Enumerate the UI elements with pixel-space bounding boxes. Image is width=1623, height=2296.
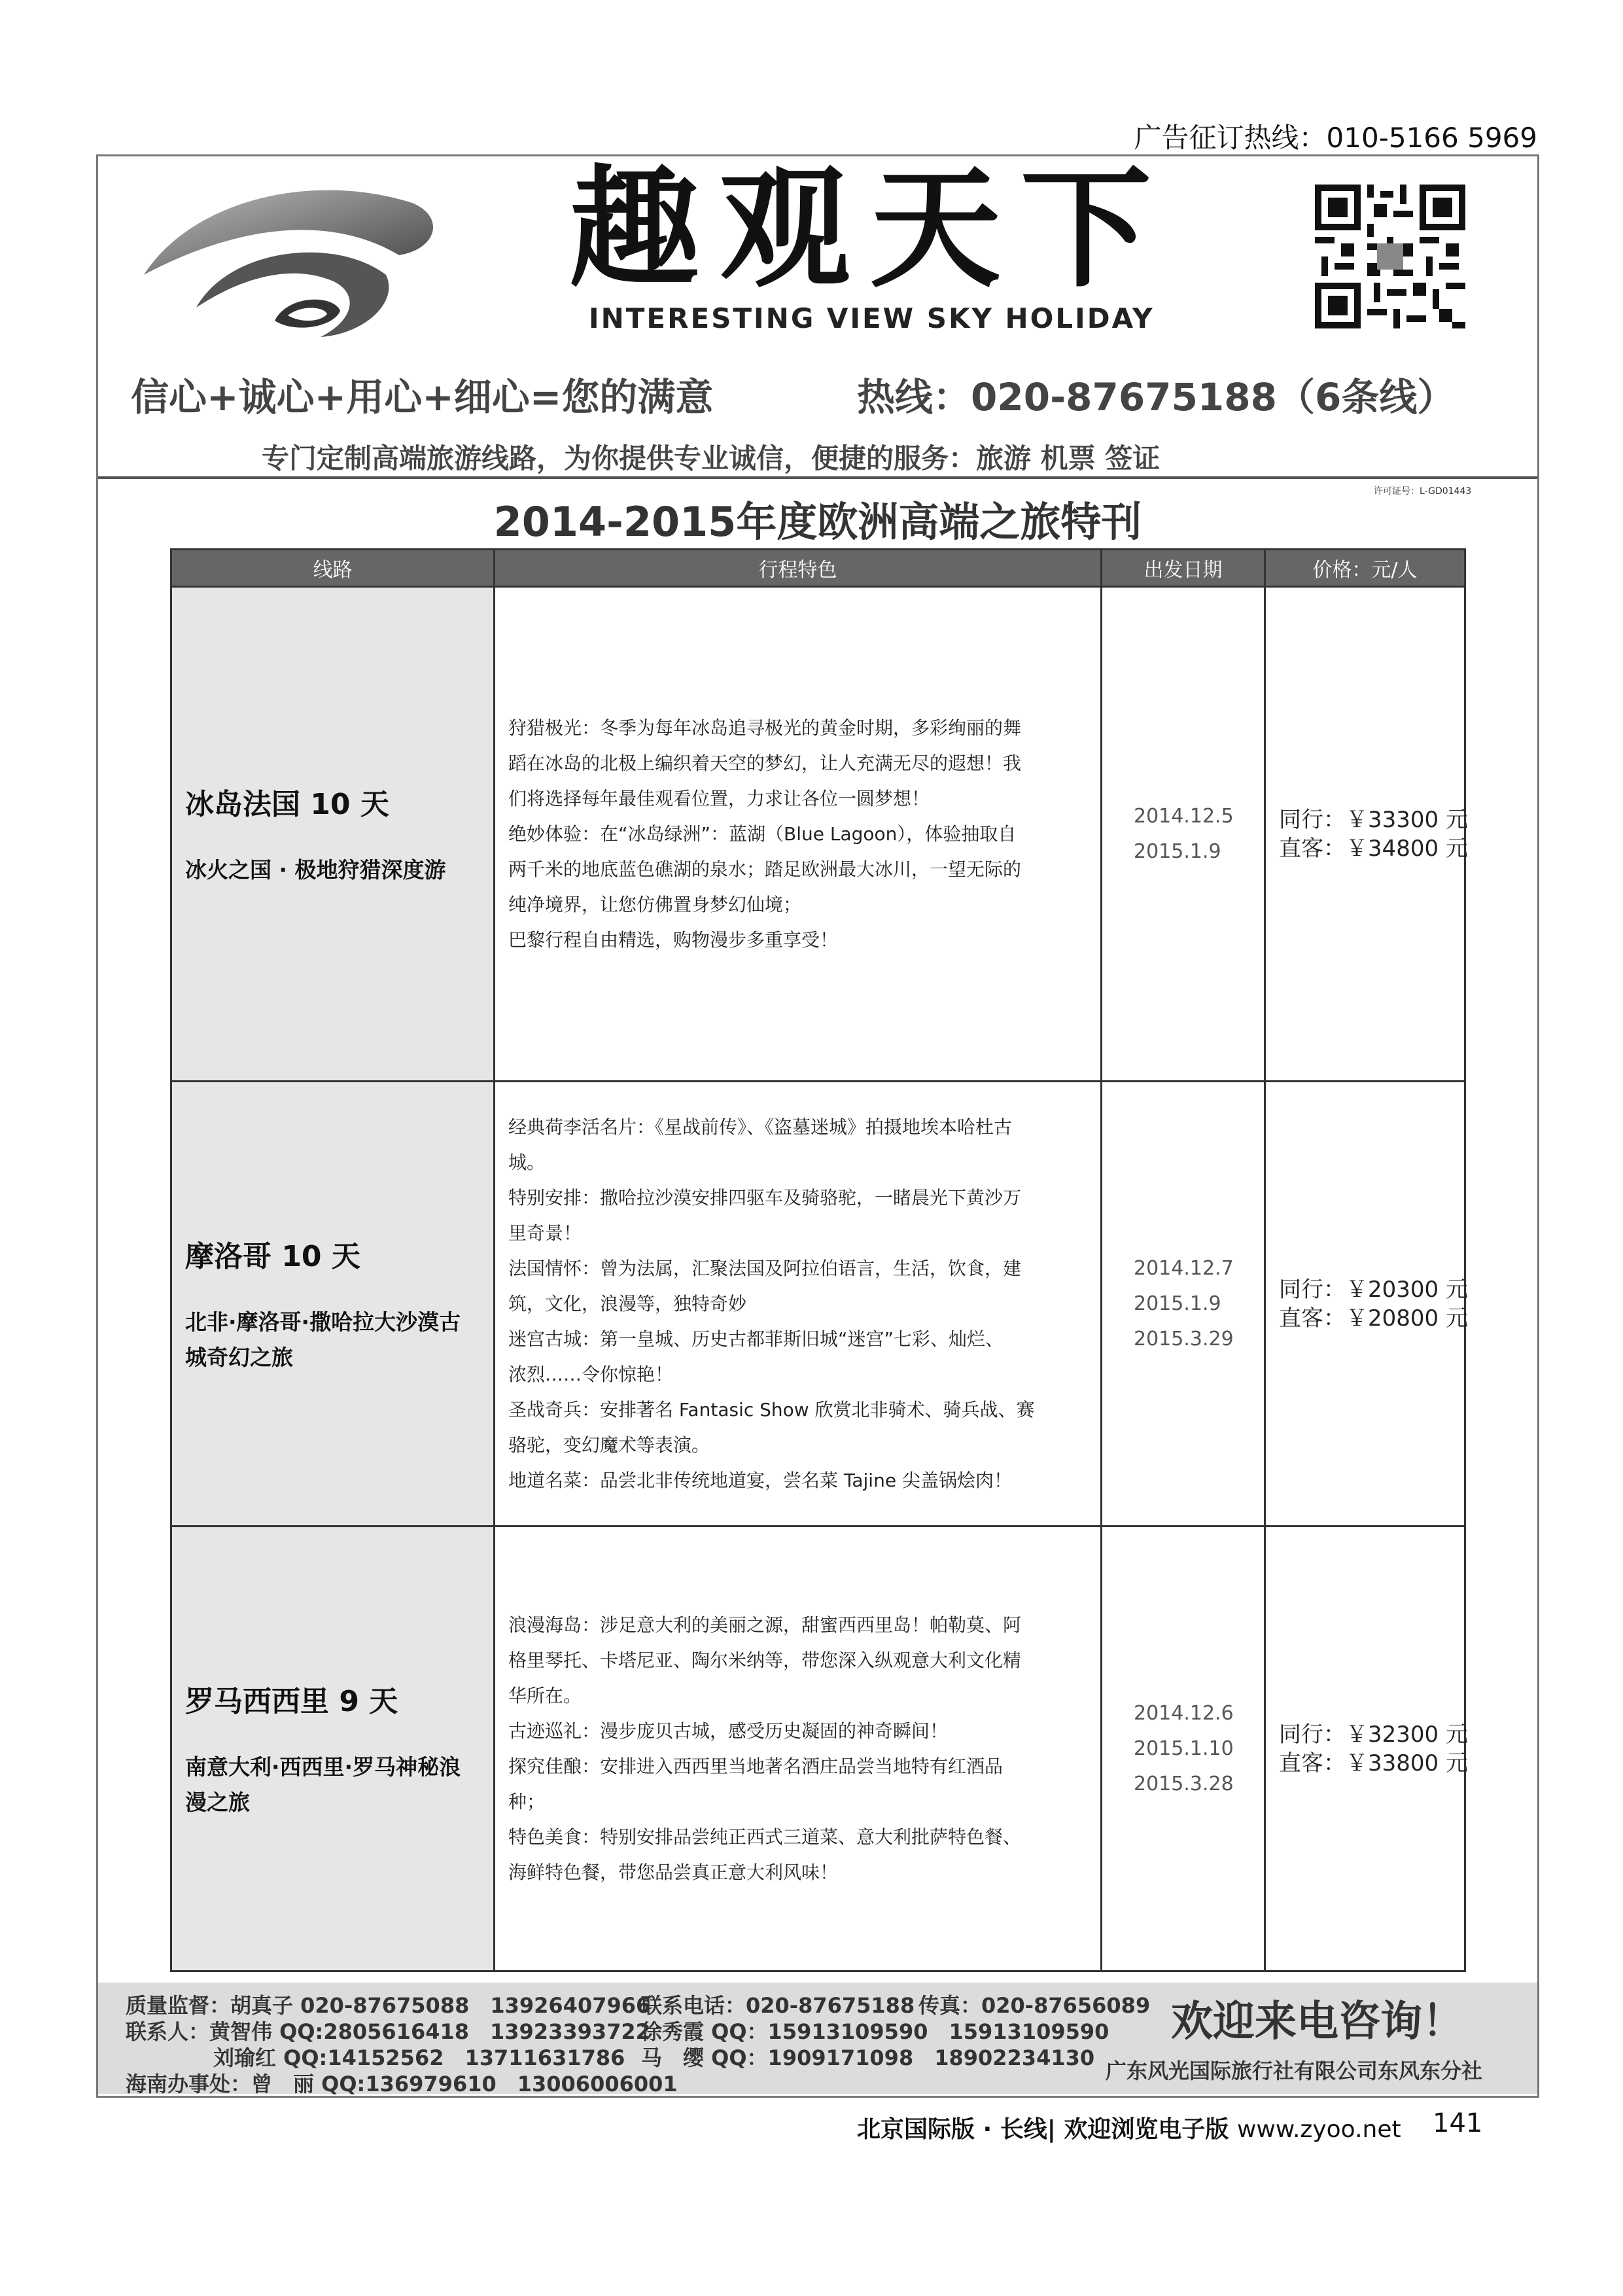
feature-line: 探究佳酿：安排进入西西里当地著名酒庄品尝当地特有红酒品 [508, 1755, 1003, 1777]
route-subtitle: 冰火之国 · 极地狩猎深度游 [185, 857, 446, 883]
price-trade: 同行：￥20300 元 [1279, 1276, 1468, 1303]
website-link[interactable]: www.zyoo.net [1236, 2116, 1401, 2143]
feature-line: 城。 [508, 1151, 546, 1173]
route-name: 罗马西西里 9 天 [185, 1684, 398, 1718]
feature-line: 华所在。 [508, 1684, 582, 1706]
route-cell [171, 1082, 495, 1527]
feature-line: 纯净境界，让您仿佛置身梦幻仙境； [508, 893, 802, 915]
departure-date: 2014.12.5 [1134, 804, 1234, 828]
departure-date: 2015.3.29 [1134, 1327, 1234, 1351]
route-cell [171, 587, 495, 1082]
brand-title: 趣观天下 [569, 152, 1172, 306]
license-number: 许可证号：L-GD01443 [1374, 486, 1472, 497]
feature-line: 骆驼，变幻魔术等表演。 [508, 1434, 710, 1456]
contact-person: 联系人：黄智伟 QQ:2805616418 13923393722 [126, 2019, 650, 2044]
features-cell [495, 587, 1102, 1082]
price-retail: 直客：￥34800 元 [1279, 835, 1468, 862]
features-cell [495, 1082, 1102, 1527]
edition-text: 北京国际版 · 长线| 欢迎浏览电子版 [857, 2116, 1229, 2143]
contact-phone: 联系电话：020-87675188 [641, 1993, 915, 2018]
dates-cell [1102, 587, 1265, 1082]
price-trade: 同行：￥32300 元 [1279, 1721, 1468, 1748]
ad-hotline-top: 广告征订热线：010-5166 5969 [1134, 122, 1537, 154]
feature-line: 狩猎极光：冬季为每年冰岛追寻极光的黄金时期，多彩绚丽的舞 [508, 716, 1022, 739]
feature-line: 们将选择每年最佳观看位置，力求让各位一圆梦想！ [508, 787, 930, 809]
feature-line: 圣战奇兵：安排著名 Fantasic Show 欣赏北非骑术、骑兵战、赛 [508, 1398, 1035, 1421]
route-subtitle: 南意大利·西西里·罗马神秘浪漫之旅 [185, 1754, 461, 1815]
special-issue-title: 2014-2015年度欧洲高端之旅特刊 [493, 498, 1142, 546]
feature-line: 法国情怀：曾为法属，汇聚法国及阿拉伯语言，生活，饮食，建 [508, 1257, 1022, 1279]
company-name: 广东风光国际旅行社有限公司东风东分社 [1106, 2058, 1483, 2083]
features-cell [495, 1527, 1102, 1971]
price-retail: 直客：￥20800 元 [1279, 1305, 1468, 1332]
dates-cell [1102, 1527, 1265, 1971]
feature-line: 特别安排：撒哈拉沙漠安排四驱车及骑骆驼，一睹晨光下黄沙万 [508, 1186, 1022, 1209]
quality-supervision: 质量监督：胡真子 020-87675088 13926407966 [126, 1993, 651, 2018]
departure-date: 2015.1.9 [1134, 839, 1221, 863]
fax-number: 传真：020-87656089 [918, 1993, 1151, 2018]
feature-line: 筑，文化，浪漫等，独特奇妙 [508, 1292, 747, 1315]
brand-subtitle: INTERESTING VIEW SKY HOLIDAY [589, 302, 1155, 334]
services-line: 专门定制高端旅游线路，为你提供专业诚信，便捷的服务：旅游 机票 签证 [262, 442, 1161, 474]
departure-date: 2014.12.6 [1134, 1701, 1234, 1725]
feature-line: 海鲜特色餐，带您品尝真正意大利风味！ [508, 1861, 839, 1883]
route-name: 冰岛法国 10 天 [185, 787, 389, 821]
price-retail: 直客：￥33800 元 [1279, 1750, 1468, 1776]
header-dates: 出发日期 [1102, 550, 1265, 587]
main-hotline: 热线：020-87675188（6条线） [857, 375, 1456, 419]
feature-line: 两千米的地底蓝色礁湖的泉水；踏足欧洲最大冰川，一望无际的 [508, 858, 1022, 880]
feature-line: 格里琴托、卡塔尼亚、陶尔米纳等，带您深入纵观意大利文化精 [508, 1649, 1022, 1671]
contact-person: 徐秀霞 QQ：15913109590 15913109590 [641, 2019, 1109, 2044]
contact-person: 马 缨 QQ：1909171098 18902234130 [641, 2045, 1095, 2070]
price-cell [1265, 1527, 1468, 1971]
table-row [171, 587, 1465, 1082]
feature-line: 古迹巡礼：漫步庞贝古城，感受历史凝固的神奇瞬间！ [508, 1720, 949, 1742]
routes-table [170, 548, 1466, 1972]
route-subtitle: 北非·摩洛哥·撒哈拉大沙漠古城奇幻之旅 [185, 1309, 461, 1370]
feature-line: 种； [508, 1790, 546, 1812]
table-header-row [171, 550, 1465, 587]
departure-date: 2014.12.7 [1134, 1256, 1234, 1280]
header-features: 行程特色 [495, 550, 1102, 587]
departure-date: 2015.1.9 [1134, 1292, 1221, 1315]
departure-date: 2015.1.10 [1134, 1737, 1234, 1760]
hainan-office: 海南办事处：曾 丽 QQ:136979610 13006006001 [126, 2072, 678, 2096]
feature-line: 蹈在冰岛的北极上编织着天空的梦幻，让人充满无尽的遐想！我 [508, 752, 1022, 774]
dates-cell [1102, 1082, 1265, 1527]
contact-person: 刘瑜红 QQ:14152562 13711631786 [213, 2045, 625, 2070]
route-name: 摩洛哥 10 天 [185, 1239, 360, 1273]
feature-line: 迷宫古城：第一皇城、历史古都菲斯旧城“迷宫”七彩、灿烂、 [508, 1328, 1004, 1350]
departure-date: 2015.3.28 [1134, 1772, 1234, 1795]
page-number: 141 [1433, 2108, 1483, 2138]
header-divider [98, 476, 1537, 479]
feature-line: 浓烈……令你惊艳！ [508, 1363, 674, 1385]
qr-code [1315, 185, 1465, 328]
price-trade: 同行：￥33300 元 [1279, 806, 1468, 833]
brand-logo [137, 177, 445, 347]
welcome-call: 欢迎来电咨询！ [1171, 1998, 1464, 2046]
table-row [171, 1527, 1465, 1971]
route-cell [171, 1527, 495, 1971]
price-cell [1265, 587, 1468, 1082]
header-route: 线路 [171, 550, 495, 587]
slogan: 信心+诚心+用心+细心=您的满意 [131, 375, 714, 419]
feature-line: 地道名菜：品尝北非传统地道宴，尝名菜 Tajine 尖盖锅烩肉！ [508, 1469, 1012, 1491]
price-cell [1265, 1082, 1468, 1527]
header-price: 价格：元/人 [1265, 550, 1465, 587]
feature-line: 绝妙体验：在“冰岛绿洲”：蓝湖（Blue Lagoon），体验抽取自 [508, 822, 1017, 845]
feature-line: 里奇景！ [508, 1222, 582, 1244]
feature-line: 巴黎行程自由精选，购物漫步多重享受！ [508, 928, 839, 951]
feature-line: 浪漫海岛：涉足意大利的美丽之源，甜蜜西西里岛！帕勒莫、阿 [508, 1614, 1022, 1636]
table-row [171, 1082, 1465, 1527]
feature-line: 特色美食：特别安排品尝纯正西式三道菜、意大利批萨特色餐、 [508, 1826, 1022, 1848]
feature-line: 经典荷李活名片：《星战前传》、《盗墓迷城》拍摄地埃本哈杜古 [508, 1116, 1013, 1138]
